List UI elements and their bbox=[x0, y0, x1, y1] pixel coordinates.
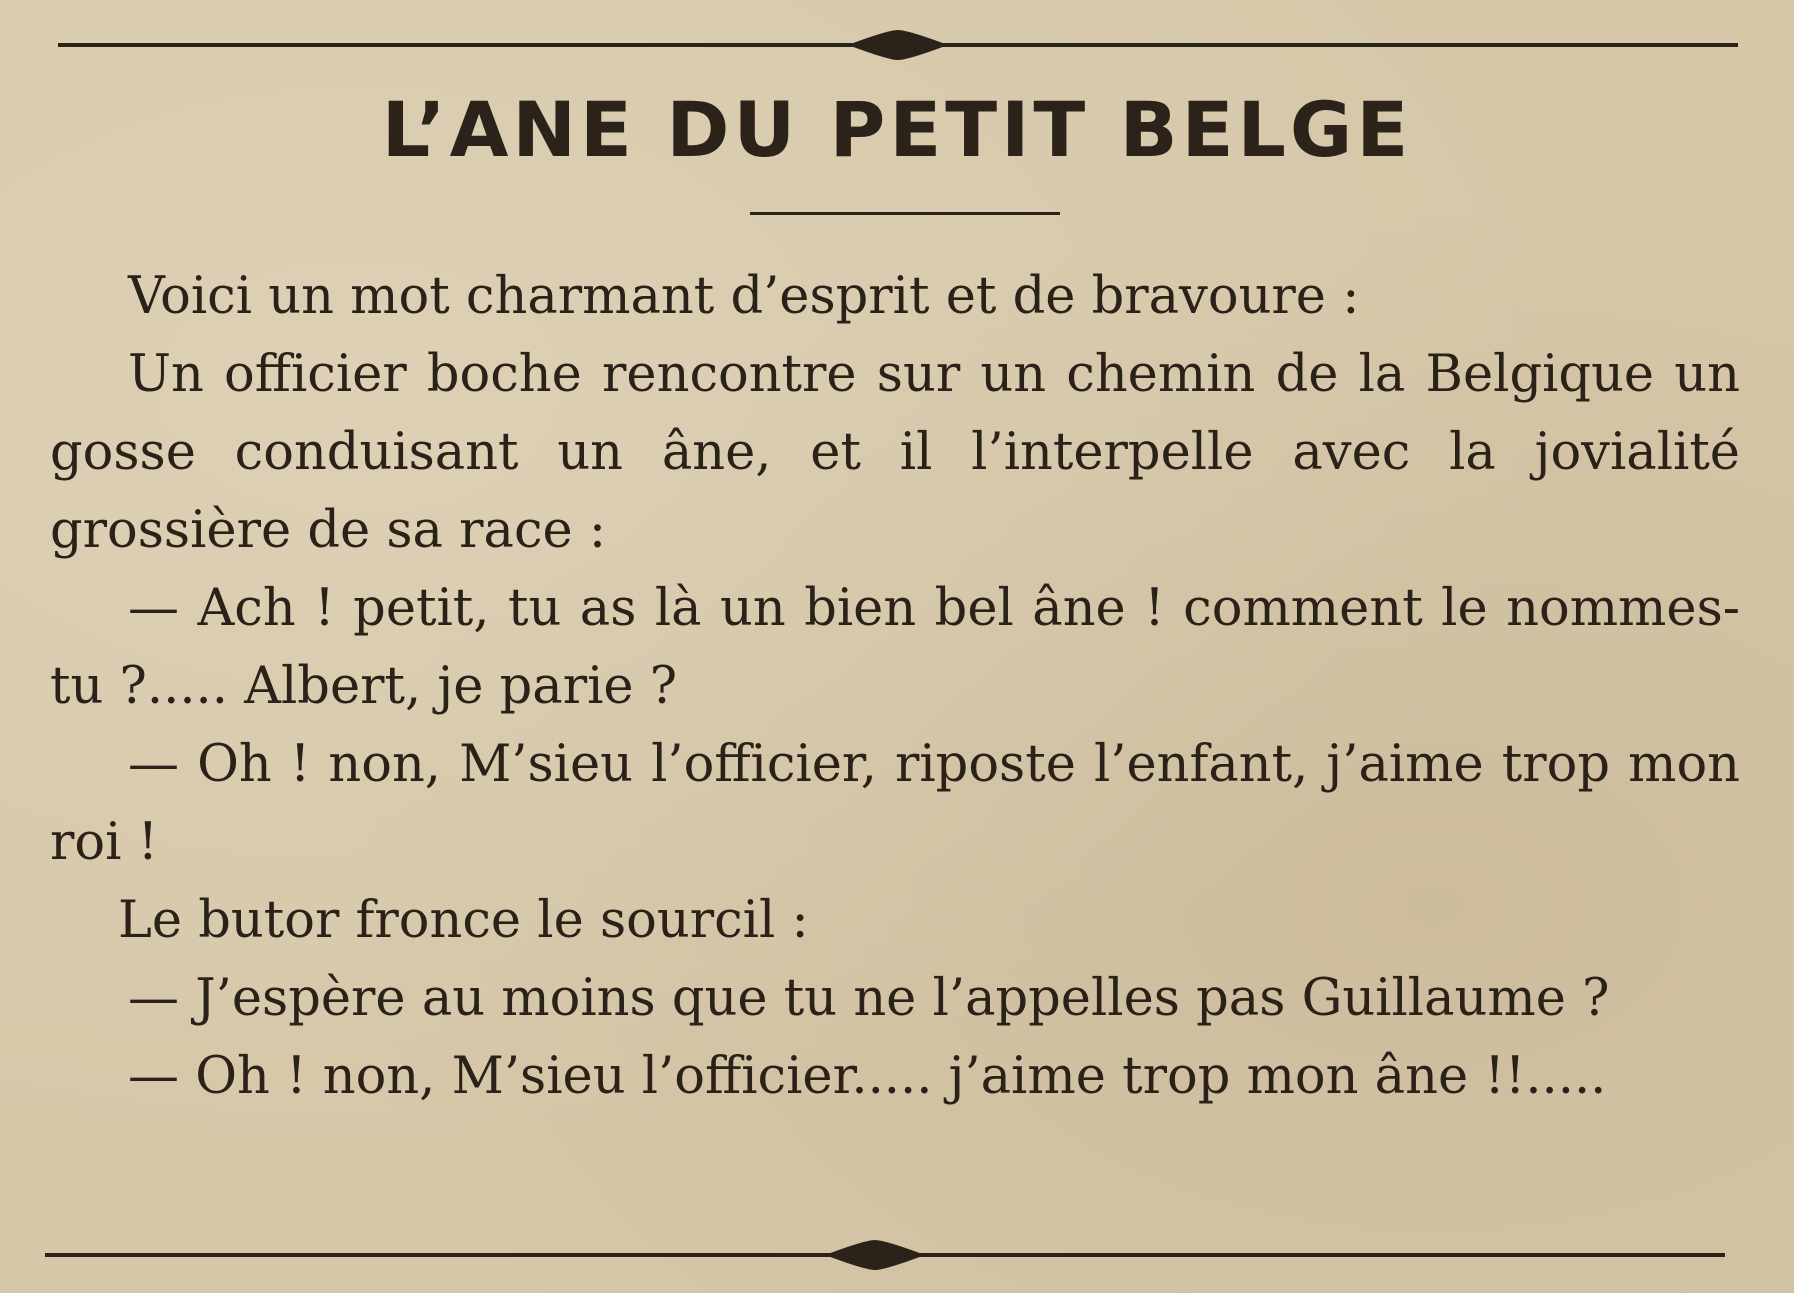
article-title: L’ANE DU PETIT BELGE bbox=[381, 85, 1413, 174]
article-paragraph: Le butor fronce le sourcil : bbox=[118, 891, 809, 950]
article-body bbox=[50, 258, 1740, 1116]
article-paragraph: — J’espère au moins que tu ne l’appelles pas Guillaume ? bbox=[128, 969, 1610, 1028]
top-ornamental-rule bbox=[58, 30, 1738, 60]
title-underline bbox=[750, 212, 1060, 215]
article-paragraph: Un officier boche rencontre sur un chemin de la Belgique un gosse conduisant un âne, et il l’interpelle avec la jovialité grossière de sa race : bbox=[50, 345, 1740, 560]
article-paragraph: — Ach ! petit, tu as là un bien bel âne ! comment le nommes-tu ?..... Albert, je parie ? bbox=[50, 579, 1740, 716]
article-paragraph: Voici un mot charmant d’esprit et de bravoure : bbox=[128, 267, 1360, 326]
article-paragraph: — Oh ! non, M’sieu l’officier..... j’aime trop mon âne !!..... bbox=[128, 1047, 1607, 1106]
bottom-ornamental-rule bbox=[45, 1240, 1725, 1270]
article-paragraph: — Oh ! non, M’sieu l’officier, riposte l’enfant, j’aime trop mon roi ! bbox=[50, 735, 1740, 872]
